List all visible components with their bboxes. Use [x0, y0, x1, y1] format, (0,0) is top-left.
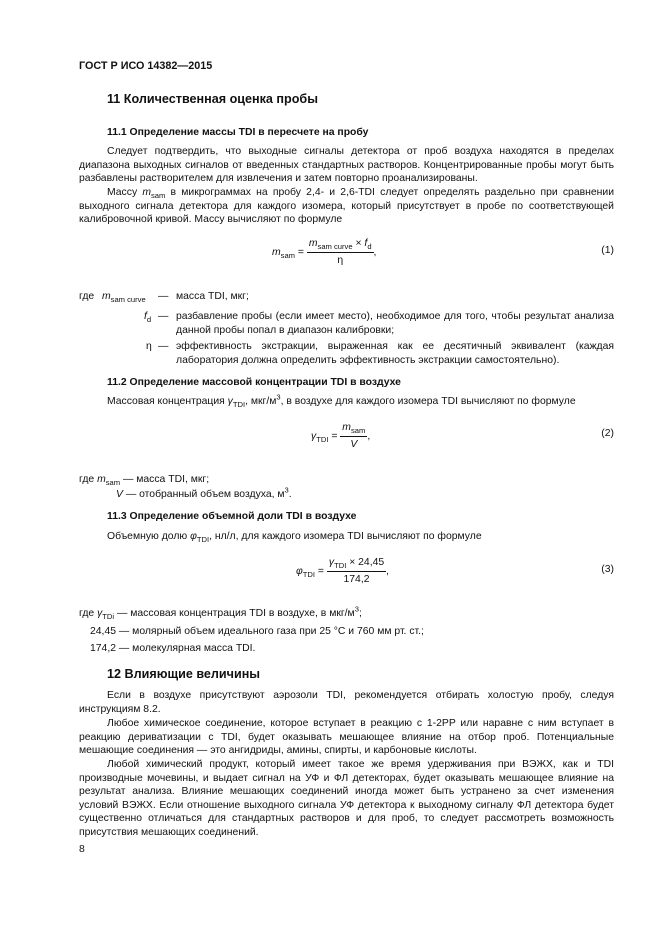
- variable: m: [97, 474, 106, 485]
- legend-text: — отобранный объем воздуха, м: [122, 489, 285, 500]
- formula-tail: ,: [373, 246, 377, 258]
- formula-lhs: φ: [296, 565, 303, 577]
- variable: φ: [190, 531, 197, 542]
- fraction-numerator: [307, 237, 374, 253]
- text-run: Массу: [107, 187, 143, 198]
- legend-line-1: [79, 473, 209, 487]
- legend-dash: —: [158, 341, 169, 352]
- legend-text: — масса TDI, мкг;: [120, 474, 210, 485]
- superscript: 3: [354, 604, 359, 614]
- legend-where: где: [79, 291, 95, 302]
- text-run: .: [288, 489, 292, 500]
- subscript: sam: [350, 426, 366, 436]
- formula-lhs: γ: [311, 430, 317, 442]
- subscript: sam: [105, 478, 121, 488]
- section-12-paragraph-3: [79, 758, 614, 840]
- text-run: , в воздухе для каждого изомера TDI вычисляют по формуле: [280, 396, 576, 407]
- variable: γ: [227, 396, 233, 407]
- text-run: , мкг/м: [245, 396, 277, 407]
- legend-text-1: масса TDI, мкг;: [176, 291, 249, 302]
- section-11-2-paragraph: [107, 392, 576, 410]
- section-12-paragraph-1: [79, 689, 614, 716]
- formula-fraction: [340, 421, 367, 451]
- paragraph-text: Любое химическое соединение, которое вступает в реакцию с 1-2PP или наравне с ним вступает в реакцию дериватизации с TDI, будет оказывать мешающее влияние на отбор проб. Потенциальные мешающие соединения — это ангидриды, амины, спирты, и карбоновые кислоты.: [79, 718, 614, 757]
- subscript: TDI: [196, 535, 210, 545]
- subscript: TDi: [102, 612, 115, 622]
- formula-2: [311, 421, 370, 451]
- variable: m: [342, 422, 351, 433]
- legend-where: где: [79, 608, 95, 619]
- fraction-denominator: η: [337, 254, 344, 266]
- paragraph-text: Следует подтвердить, что выходные сигналы детектора от проб воздуха находятся в пределах диапазона выходных сигналов от введенных стандартных растворов. Концентрированные пробы могут быть разбавлены растворителем для извлечения и затем повторно проанализированы.: [79, 146, 614, 185]
- fraction-numerator: [327, 556, 386, 572]
- legend-line-2: [90, 625, 424, 639]
- formula-tail: ,: [367, 430, 371, 442]
- legend-line-3: [90, 642, 255, 656]
- equals-sign: =: [331, 430, 338, 442]
- variable: m: [102, 291, 111, 302]
- subscript: TDI: [302, 569, 316, 579]
- variable: f: [364, 238, 368, 249]
- formula-lhs: m: [272, 246, 281, 258]
- superscript: 3: [276, 392, 281, 402]
- equals-sign: =: [317, 565, 324, 577]
- text-run: Объемную долю: [107, 531, 191, 542]
- superscript: 3: [284, 485, 289, 495]
- formula-1: [272, 237, 376, 267]
- section-11-title: 11 Количественная оценка пробы: [107, 92, 318, 106]
- subscript: sam: [151, 191, 166, 201]
- section-11-1-title: 11.1 Определение массы TDI в пересчете на пробу: [107, 127, 369, 138]
- formula-number-1: (1): [601, 245, 614, 256]
- subscript: sam curve: [110, 295, 146, 305]
- legend-dash: —: [158, 291, 169, 302]
- section-12-title: 12 Влияющие величины: [107, 667, 261, 681]
- subscript: d: [146, 315, 152, 325]
- text-run: Массовая концентрация: [107, 396, 228, 407]
- subscript: sam curve: [317, 242, 353, 252]
- formula-fraction: [327, 556, 386, 586]
- legend-symbol-2: [144, 310, 151, 324]
- section-11-1-paragraph-2: [79, 186, 614, 227]
- variable: m: [142, 187, 151, 198]
- legend-dash: —: [158, 311, 169, 322]
- legend-text: — молярный объем идеального газа при 25 °C и 760 мм рт. ст.;: [116, 626, 424, 637]
- formula-number-2: (2): [601, 428, 614, 439]
- formula-fraction: [307, 237, 374, 267]
- text-run: × 24,45: [346, 557, 385, 568]
- formula-number-3: (3): [601, 564, 614, 575]
- legend-symbol-3: η: [146, 341, 152, 352]
- fraction-denominator: 174,2: [343, 573, 370, 585]
- legend-symbol-1: [102, 290, 146, 304]
- paragraph-text: Если в воздухе присутствуют аэрозоли TDI, рекомендуется отбирать холостую пробу, следуя инструкциям 8.2.: [79, 690, 614, 715]
- legend-value: 24,45: [90, 626, 117, 637]
- legend-text-3: эффективность экстракции, выраженная как ее десятичный эквивалент (каждая лаборатория должна определить эффективность экстракции самостоятельно).: [176, 341, 614, 366]
- variable: m: [308, 238, 318, 249]
- section-11-1-paragraph-1: [79, 145, 614, 186]
- subscript: TDI: [334, 561, 347, 571]
- legend-line-2: [116, 485, 292, 502]
- subscript: d: [367, 242, 372, 252]
- section-11-3-paragraph: [107, 530, 482, 544]
- text-run: в микрограммах на пробу 2,4- и 2,6-TDI следует определять раздельно при сравнении выходного сигнала детектора для каждого изомера, который присутствует в пробе по соответствующей калибровочной кривой. Массу вычисляют по формуле: [79, 187, 614, 226]
- section-11-2-title: 11.2 Определение массовой концентрации TDI в воздухе: [107, 377, 401, 388]
- formula-tail: ,: [386, 565, 390, 577]
- page-number: 8: [79, 844, 85, 855]
- fraction-denominator: V: [350, 438, 358, 450]
- legend-text: — массовая концентрация TDI в воздухе, в мкг/м: [114, 608, 355, 619]
- legend-text: — молекулярная масса TDI.: [116, 643, 256, 654]
- section-11-3-title: 11.3 Определение объемной доли TDI в воздухе: [107, 511, 357, 522]
- paragraph-text: Любой химический продукт, который имеет такое же время удерживания при ВЭЖХ, как и TDI производные мочевины, и выдает сигнал на УФ и ФЛ детекторах, будет оказывать мешающее влияние на результат анализа. Влияние мешающих соединений иногда может быть устранено за счет изменения условий ВЭЖХ. Если отношение выходного сигнала УФ детектора к выходному сигналу ФЛ детектора будет существенно отличаться для стандартных растворов и для проб, то следует рассмотреть возможность присутствия мешающих соединений.: [79, 759, 614, 838]
- section-12-paragraph-2: [79, 717, 614, 758]
- legend-where: где: [79, 474, 95, 485]
- document-header: ГОСТ Р ИСО 14382—2015: [79, 60, 213, 72]
- fraction-numerator: [340, 421, 367, 437]
- legend-text-2: разбавление пробы (если имеет место), необходимое для того, чтобы результат анализа данной пробы попал в диапазон калибровки;: [176, 311, 614, 336]
- text-run: , нл/л, для каждого изомера TDI вычисляют по формуле: [209, 531, 482, 542]
- legend-value: 174,2: [90, 643, 117, 654]
- variable: f: [144, 311, 147, 322]
- legend-line-1: [79, 604, 362, 622]
- equals-sign: =: [297, 246, 304, 258]
- variable: V: [116, 489, 123, 500]
- text-run: ;: [358, 608, 362, 619]
- paragraph-text: [79, 186, 614, 227]
- formula-3: [296, 556, 389, 586]
- operator: ×: [355, 238, 362, 249]
- subscript: TDI: [232, 400, 246, 410]
- subscript: sam: [280, 250, 296, 260]
- variable: γ: [328, 557, 335, 568]
- variable: γ: [97, 608, 103, 619]
- subscript: TDI: [316, 434, 329, 444]
